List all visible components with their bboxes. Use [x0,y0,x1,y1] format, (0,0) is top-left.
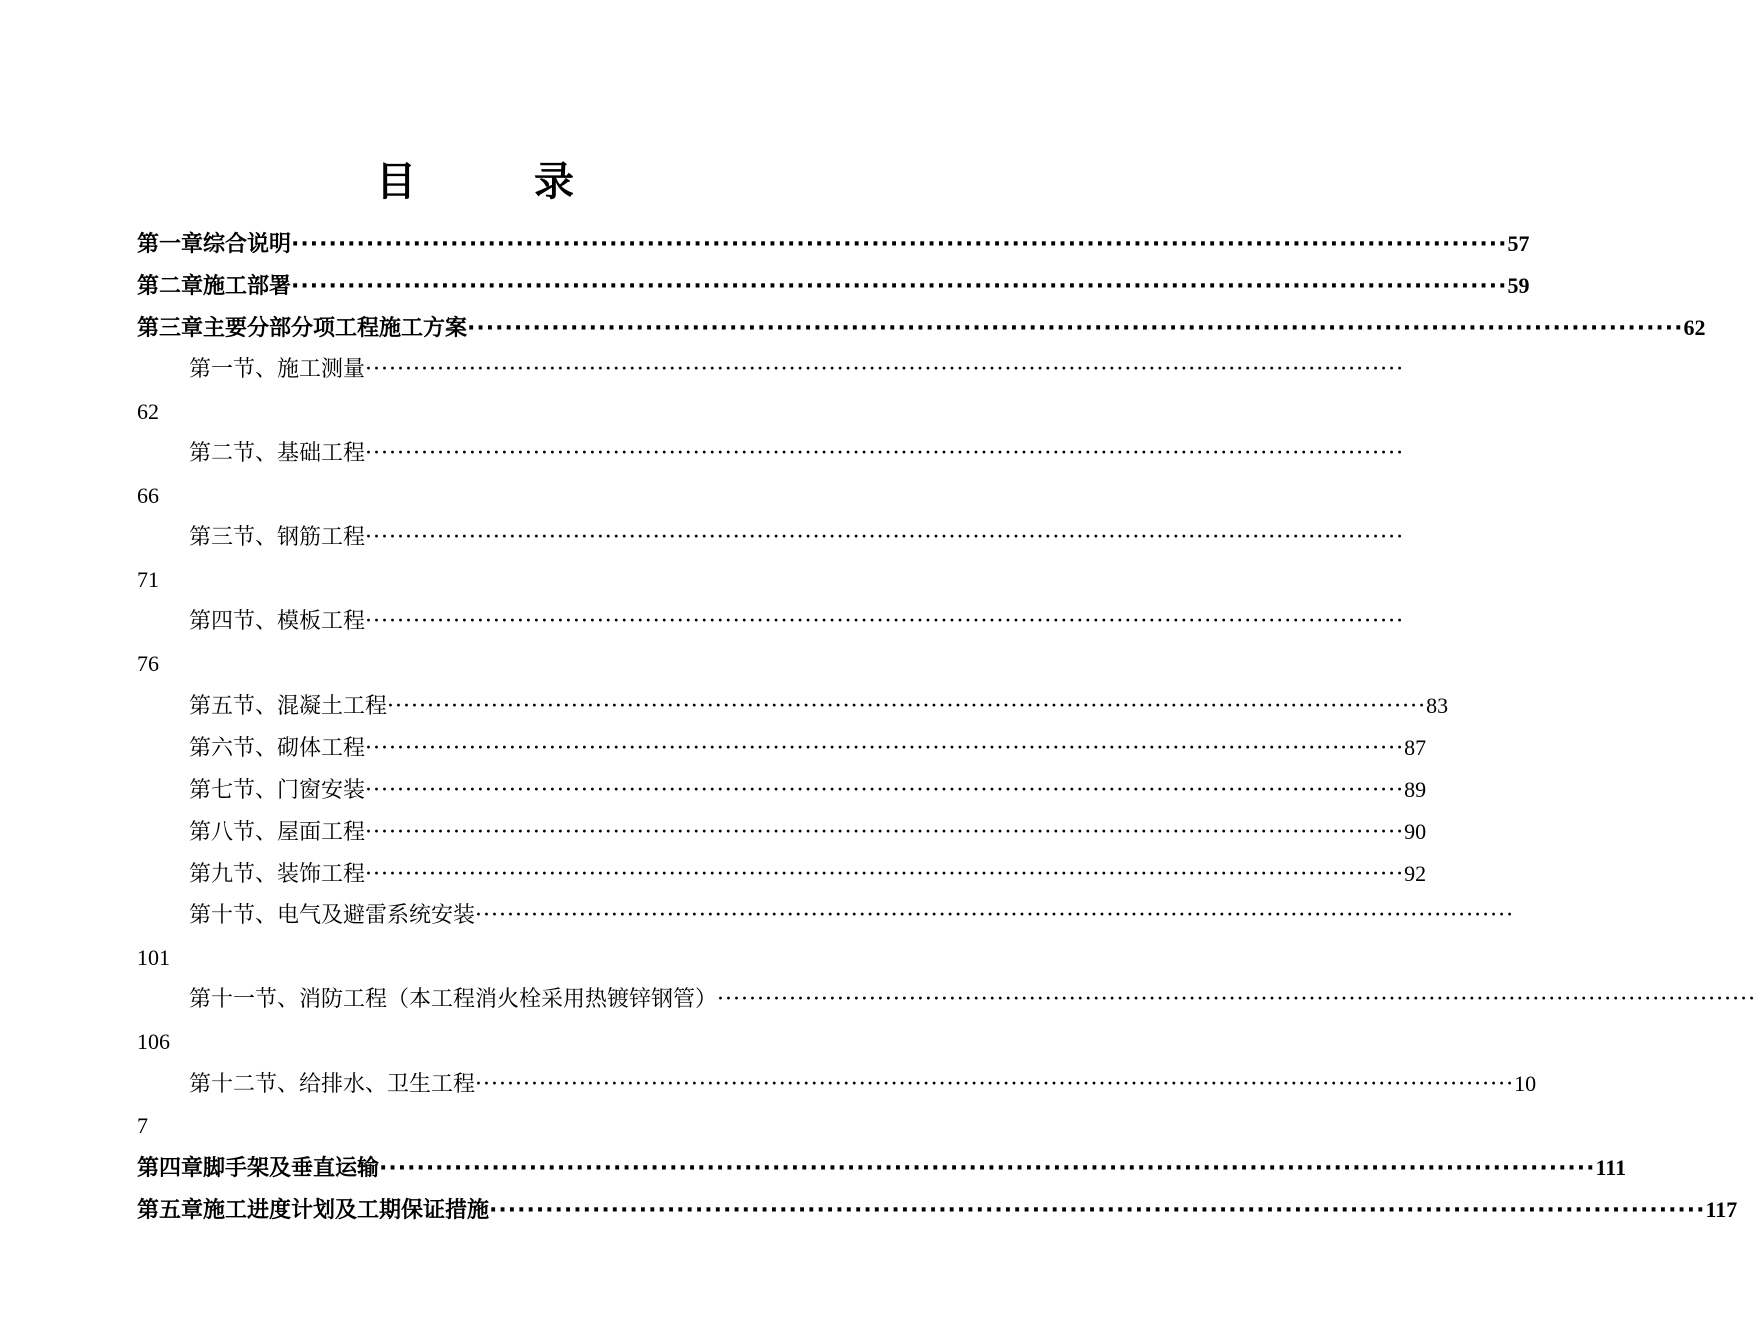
section-title: 第九节、装饰工程 [189,862,366,887]
section-title: 第五节、混凝土工程 [189,694,388,719]
page-number: 117 [1705,1197,1738,1222]
dot-leader: ·································································································································· [717,987,1756,1012]
dot-leader: ·································································································································· [475,1072,1515,1097]
toc-entry-section-11[interactable] [189,982,1756,1018]
toc-entry-section-9[interactable] [189,856,1427,892]
page-title [0,154,950,210]
toc-entry-section-2[interactable] [189,436,1405,472]
section-title: 第十节、电气及避雷系统安装 [189,903,476,928]
toc-entry-section-7[interactable] [189,772,1427,808]
toc-entry-section-3[interactable] [189,520,1405,556]
page-number: 62 [137,399,159,424]
section-title: 第八节、屋面工程 [189,820,366,845]
section-title: 第十二节、给排水、卫生工程 [189,1072,476,1097]
toc-entry-section-1[interactable] [189,352,1405,388]
title-char-2: 录 [534,159,574,205]
toc-entry-section-6[interactable] [189,730,1427,766]
chapter-label: 第一章 [137,232,204,257]
toc-entry-section-5[interactable] [189,688,1449,724]
chapter-title: 脚手架及垂直运输 [203,1156,380,1181]
page-number-part-2: 7 [137,1113,148,1138]
dot-leader: ·································································································································· [387,694,1427,719]
dot-leader: ·································································································································· [365,736,1405,761]
page-number: 71 [137,567,159,592]
section-title: 第十一节、消防工程（本工程消火栓采用热镀锌钢管） [189,987,718,1012]
dot-leader: ·································································································································· [365,609,1405,634]
dot-leader: ·································································································································· [489,1198,1706,1223]
toc-entry-section-10[interactable] [189,898,1515,934]
dot-leader: ·································································································································· [291,232,1508,257]
page-number: 66 [137,483,159,508]
title-char-1: 目 [376,159,416,205]
page-number: 89 [1404,777,1427,802]
dot-leader: ·································································································································· [365,820,1405,845]
dot-leader: ·································································································································· [365,357,1405,382]
page-number: 76 [137,651,159,676]
toc-entry-section-4[interactable] [189,604,1405,640]
page-number: 59 [1507,273,1530,298]
toc-entry-chapter-3[interactable] [137,310,1706,346]
toc-entry-chapter-1[interactable] [137,226,1530,262]
dot-leader: ·································································································································· [365,525,1405,550]
section-title: 第七节、门窗安装 [189,778,366,803]
chapter-label: 第四章 [137,1156,204,1181]
dot-leader: ·································································································································· [365,441,1405,466]
page-number-part-1: 10 [1514,1071,1537,1096]
chapter-title: 主要分部分项工程施工方案 [203,316,468,341]
page-number: 90 [1404,819,1427,844]
dot-leader: ·································································································································· [365,862,1405,887]
chapter-label: 第五章 [137,1198,204,1223]
section-title: 第三节、钢筋工程 [189,525,366,550]
page-number: 101 [137,945,170,970]
chapter-title: 施工进度计划及工期保证措施 [203,1198,490,1223]
section-title: 第二节、基础工程 [189,441,366,466]
section-title: 第一节、施工测量 [189,357,366,382]
page-number: 83 [1426,693,1449,718]
dot-leader: ·································································································································· [379,1156,1596,1181]
dot-leader: ·································································································································· [467,316,1684,341]
toc-entry-chapter-4[interactable] [137,1150,1627,1186]
section-title: 第四节、模板工程 [189,609,366,634]
toc-entry-section-8[interactable] [189,814,1427,850]
toc-entry-chapter-5[interactable] [137,1192,1738,1228]
page-number: 87 [1404,735,1427,760]
page-number: 92 [1404,861,1427,886]
toc-entry-chapter-2[interactable] [137,268,1530,304]
section-title: 第六节、砌体工程 [189,736,366,761]
chapter-title: 综合说明 [203,232,292,257]
chapter-label: 第二章 [137,274,204,299]
dot-leader: ·································································································································· [365,778,1405,803]
page-number: 62 [1683,315,1706,340]
dot-leader: ·································································································································· [291,274,1508,299]
page-number: 57 [1507,231,1530,256]
page-number: 106 [137,1029,170,1054]
toc-entry-section-12[interactable] [189,1066,1537,1102]
dot-leader: ·································································································································· [475,903,1515,928]
chapter-label: 第三章 [137,316,204,341]
page-number: 111 [1595,1155,1627,1180]
chapter-title: 施工部署 [203,274,292,299]
